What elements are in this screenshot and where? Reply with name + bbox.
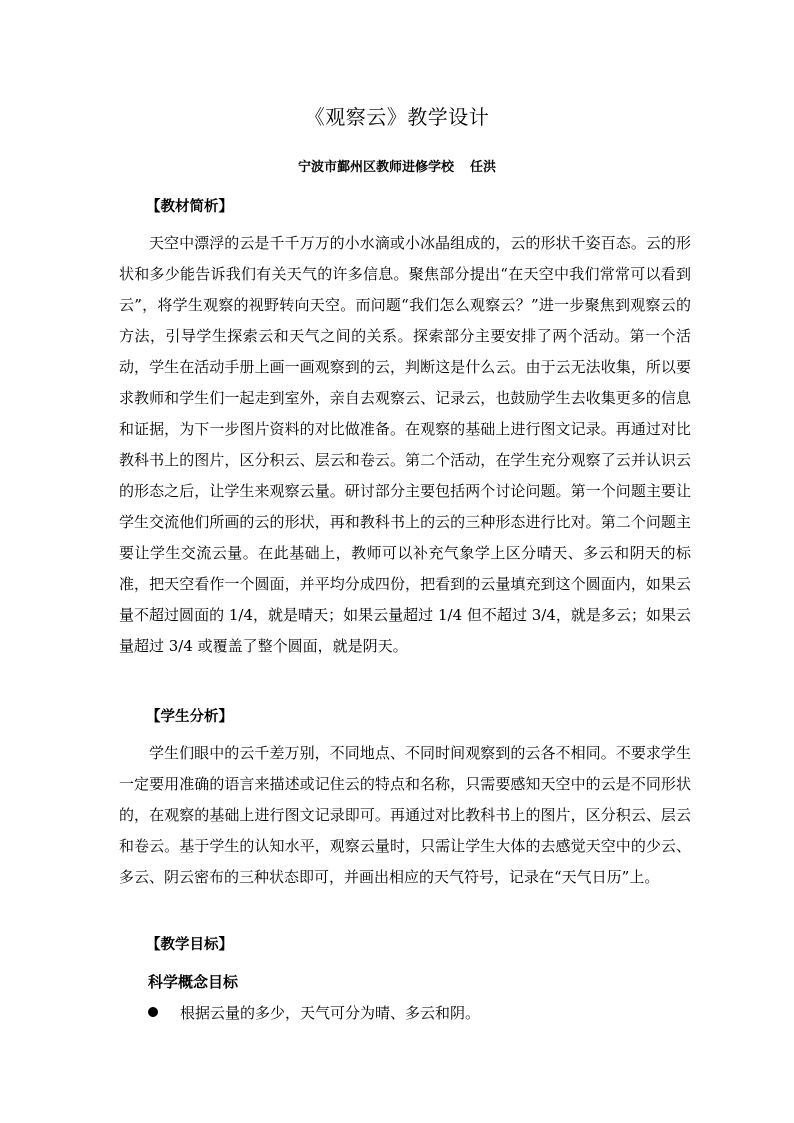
paragraph-students: 学生们眼中的云千差万别，不同地点、不同时间观察到的云各不相同。不要求学生一定要用准确的语言来描述或记住云的特点和名称，只需要感知天空中的云是不同形状的，在观察的基础上进行图文记录即可。再通过对比教科书上的图片，区分积云、层云和卷云。基于学生的认知水平，观察云量时，只需让学生大体的去感觉天空中的少云、多云、阴云密布的三种状态即可，并画出相应的天气符号，记录在“天气日历”上。 [119,744,691,886]
paragraph-textbook: 天空中漂浮的云是千千万万的小水滴或小冰晶组成的，云的形状千姿百态。云的形状和多少能告诉我们有关天气的许多信息。聚焦部分提出“在天空中我们常常可以看到云”，将学生观察的视野转向天空。而问题“我们怎么观察云？”进一步聚焦到观察云的方法，引导学生探索云和天气之间的关系。探索部分主要安排了两个活动。第一个活动，学生在活动手册上画一画观察到的云，判断这是什么云。由于云无法收集，所以要求教师和学生们一起走到室外，亲自去观察云、记录云，也鼓励学生去收集更多的信息和证据，为下一步图片资料的对比做准备。在观察的基础上进行图文记录。再通过对比教科书上的图片，区分积云、层云和卷云。第二个活动，在学生充分观察了云并认识云的形态之后，让学生来观察云量。研讨部分主要包括两个讨论问题。第一个问题主要让学生交流他们所画的云的形状，再和教科书上的云的三种形态进行比对。第二个问题主要让学生交流云量。在此基础上，教师可以补充气象学上区分晴天、多云和阴天的标准，把天空看作一个圆面，并平均分成四份，把看到的云量填充到这个圆面内，如果云量不超过圆面的 1/4，就是晴天；如果云量超过 1/4 但不超过 3/4，就是多云；如果云量超过 3/4 或覆盖了整个圆面，就是阴天。 [119,234,691,655]
document-title: 《观察云》教学设计 [304,105,490,129]
bullet-dot-icon [148,1007,158,1017]
author-line [0,158,794,178]
bullet-item [148,1001,480,1025]
author-name: 任洪 [470,160,497,175]
section-heading-students: 【学生分析】 [146,709,233,725]
section-heading-goals: 【教学目标】 [146,937,233,953]
subheading-science-concept: 科学概念目标 [148,973,239,991]
author-school: 宁波市鄞州区教师进修学校 [297,160,454,175]
bullet-text: 根据云量的多少，天气可分为晴、多云和阴。 [180,1004,481,1022]
section-heading-textbook: 【教材简析】 [146,199,233,215]
